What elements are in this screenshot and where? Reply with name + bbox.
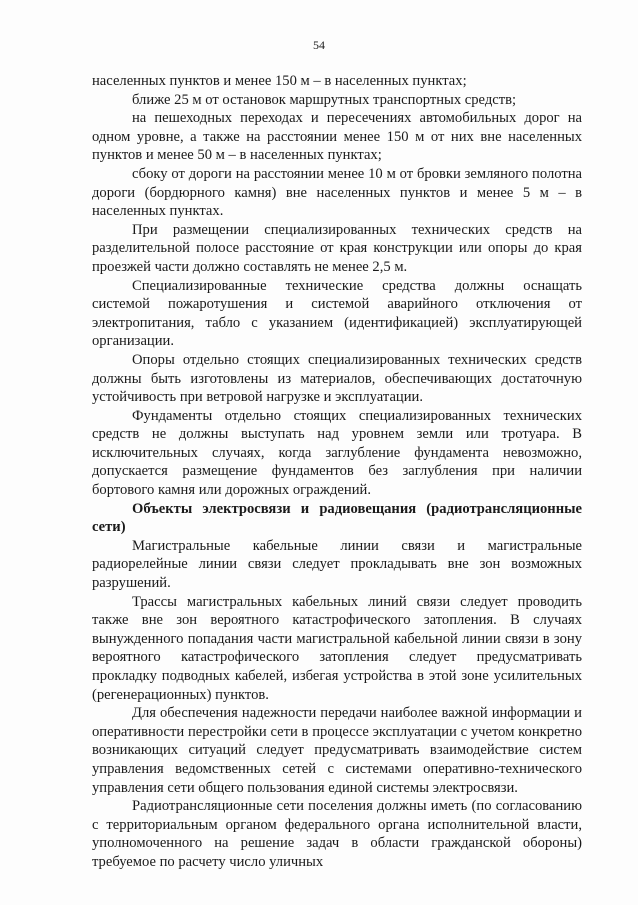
paragraph-radio-networks: Радиотрансляционные сети поселения должны иметь (по согласованию с территориальным органом федерального органа исполнительной власти, уполномоченного на решение задач в области гражданской обороны) требуемое по расчету число уличных [92, 798, 582, 870]
paragraph-crossings: на пешеходных переходах и пересечениях автомобильных дорог на одном уровне, а также на расстоянии менее 150 м от них вне населенных пунктов и менее 50 м – в населенных пунктах; [92, 110, 582, 164]
paragraph-supports: Опоры отдельно стоящих специализированных технических средств должны быть изготовлены из материалов, обеспечивающих достаточную устойчивость при ветровой нагрузке и эксплуатации. [92, 351, 582, 406]
page-number: 54 [313, 38, 325, 52]
paragraph-equipment: Специализированные технические средства должны оснащать системой пожаротушения и системой аварийного отключения от электропитания, табло с указанием (идентификацией) эксплуатирующей организации. [92, 277, 582, 350]
paragraph-roadside: сбоку от дороги на расстоянии менее 10 м от бровки земляного полотна дороги (бордюрного камня) вне населенных пунктов и менее 5 м – в населенных пунктах. [92, 165, 582, 220]
document-body [92, 72, 582, 872]
paragraph-trunk-lines: Магистральные кабельные линии связи и магистральные радиорелейные линии связи следует прокладывать вне зон возможных разрушений. [92, 537, 582, 592]
paragraph-cable-routes: Трассы магистральных кабельных линий связи следует проводить также вне зон вероятного катастрофического затопления. В случаях вынужденного попадания части магистральной кабельной линии связи в зону вероятного катастрофического затопления следует предусматривать прокладку подводных кабелей, избегая устройства в этой зоне усилительных (регенерационных) пунктов. [92, 593, 582, 703]
paragraph-reliability: Для обеспечения надежности передачи наиболее важной информации и оперативности перестройки сети в процессе эксплуатации с учетом конкретно возникающих ситуаций следует предусматривать взаимодействие систем управления ведомственных сетей с системами оперативно-технического управления сети общего пользования единой системы электросвязи. [92, 705, 582, 796]
paragraph-continuation: населенных пунктов и менее 150 м – в населенных пунктах; [92, 73, 467, 89]
paragraph-foundations: Фундаменты отдельно стоящих специализированных технических средств не должны выступать над уровнем земли или тротуара. В исключительных случаях, когда заглубление фундамента невозможно, допускается размещение фундаментов без заглубления при наличии бортового камня или дорожных ограждений. [92, 407, 582, 499]
section-heading: Объекты электросвязи и радиовещания (радиотрансляционные сети) [92, 500, 582, 536]
paragraph-bus-stops: ближе 25 м от остановок маршрутных транспортных средств; [132, 91, 517, 108]
paragraph-dividing-strip: При размещении специализированных технических средств на разделительной полосе расстояние от края конструкции или опоры до края проезжей части должно составлять не менее 2,5 м. [92, 221, 582, 275]
